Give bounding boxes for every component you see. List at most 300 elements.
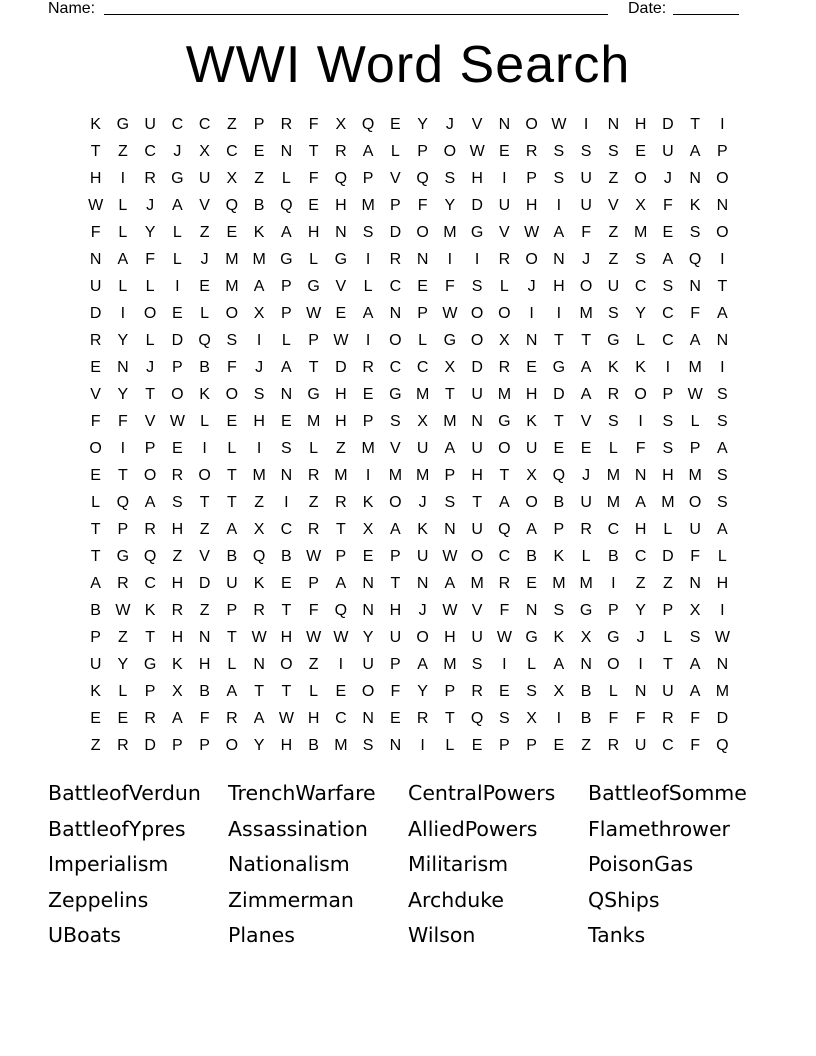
- grid-letter[interactable]: Z: [608, 251, 619, 268]
- grid-letter[interactable]: J: [255, 359, 264, 376]
- grid-letter[interactable]: O: [688, 494, 702, 511]
- grid-letter[interactable]: H: [171, 575, 184, 592]
- grid-letter[interactable]: A: [662, 251, 674, 268]
- grid-letter[interactable]: P: [662, 386, 674, 403]
- grid-letter[interactable]: F: [90, 413, 101, 430]
- grid-letter[interactable]: L: [663, 629, 673, 646]
- grid-letter[interactable]: T: [717, 278, 728, 295]
- grid-letter[interactable]: O: [525, 251, 538, 268]
- grid-letter[interactable]: N: [580, 656, 592, 673]
- grid-letter[interactable]: A: [172, 197, 183, 214]
- grid-letter[interactable]: S: [226, 332, 238, 349]
- grid-letter[interactable]: S: [526, 683, 537, 700]
- grid-letter[interactable]: U: [634, 737, 647, 754]
- grid-letter[interactable]: L: [118, 683, 128, 700]
- grid-letter[interactable]: C: [662, 737, 674, 754]
- grid-letter[interactable]: G: [334, 251, 348, 268]
- grid-letter[interactable]: H: [335, 386, 347, 403]
- grid-letter[interactable]: A: [226, 521, 238, 538]
- grid-letter[interactable]: C: [634, 548, 647, 565]
- grid-letter[interactable]: J: [173, 143, 182, 160]
- grid-letter[interactable]: K: [144, 602, 156, 619]
- grid-letter[interactable]: N: [335, 224, 347, 241]
- grid-letter[interactable]: P: [281, 305, 292, 322]
- grid-letter[interactable]: P: [526, 170, 537, 187]
- grid-letter[interactable]: O: [361, 683, 375, 700]
- grid-letter[interactable]: N: [416, 575, 429, 592]
- grid-letter[interactable]: H: [89, 170, 102, 187]
- grid-letter[interactable]: W: [306, 305, 322, 322]
- grid-letter[interactable]: L: [118, 278, 128, 295]
- grid-letter[interactable]: H: [444, 629, 456, 646]
- grid-letter[interactable]: U: [362, 656, 374, 673]
- grid-letter[interactable]: N: [716, 656, 729, 673]
- grid-letter[interactable]: E: [499, 143, 510, 160]
- grid-letter[interactable]: Y: [117, 386, 129, 403]
- grid-letter[interactable]: N: [89, 251, 102, 268]
- grid-letter[interactable]: F: [308, 116, 319, 133]
- grid-letter[interactable]: V: [199, 197, 210, 214]
- grid-letter[interactable]: F: [690, 548, 701, 565]
- grid-letter[interactable]: W: [469, 143, 485, 160]
- grid-letter[interactable]: E: [635, 143, 646, 160]
- grid-letter[interactable]: Q: [498, 521, 511, 538]
- grid-letter[interactable]: D: [171, 332, 184, 349]
- grid-letter[interactable]: L: [717, 548, 727, 565]
- grid-letter[interactable]: S: [662, 278, 674, 295]
- grid-letter[interactable]: F: [690, 737, 701, 754]
- grid-letter[interactable]: O: [225, 386, 239, 403]
- grid-letter[interactable]: J: [146, 359, 155, 376]
- grid-letter[interactable]: K: [526, 413, 537, 430]
- grid-letter[interactable]: V: [608, 197, 619, 214]
- grid-letter[interactable]: U: [144, 116, 156, 133]
- grid-letter[interactable]: A: [226, 683, 238, 700]
- grid-letter[interactable]: Y: [635, 305, 646, 322]
- grid-letter[interactable]: A: [390, 521, 401, 538]
- grid-letter[interactable]: A: [553, 656, 565, 673]
- grid-letter[interactable]: W: [88, 197, 104, 214]
- grid-letter[interactable]: F: [308, 170, 319, 187]
- grid-letter[interactable]: L: [309, 683, 319, 700]
- grid-letter[interactable]: Q: [552, 467, 566, 484]
- grid-letter[interactable]: K: [90, 116, 101, 133]
- grid-letter[interactable]: G: [579, 602, 593, 619]
- grid-letter[interactable]: V: [499, 224, 510, 241]
- grid-letter[interactable]: K: [553, 548, 565, 565]
- grid-letter[interactable]: P: [362, 170, 374, 187]
- grid-letter[interactable]: X: [499, 332, 510, 349]
- grid-letter[interactable]: R: [280, 116, 293, 133]
- grid-letter[interactable]: I: [338, 656, 344, 673]
- grid-letter[interactable]: U: [471, 386, 483, 403]
- grid-letter[interactable]: T: [226, 467, 237, 484]
- grid-letter[interactable]: F: [444, 278, 455, 295]
- grid-letter[interactable]: F: [417, 197, 428, 214]
- grid-letter[interactable]: A: [580, 386, 592, 403]
- grid-letter[interactable]: C: [171, 116, 184, 133]
- grid-letter[interactable]: A: [717, 440, 728, 457]
- grid-letter[interactable]: C: [144, 143, 156, 160]
- grid-letter[interactable]: Q: [416, 170, 429, 187]
- grid-letter[interactable]: Y: [253, 737, 265, 754]
- grid-letter[interactable]: T: [90, 521, 101, 538]
- grid-letter[interactable]: X: [553, 683, 565, 700]
- grid-letter[interactable]: G: [498, 413, 511, 430]
- grid-letter[interactable]: O: [225, 737, 239, 754]
- grid-letter[interactable]: E: [417, 278, 428, 295]
- grid-letter[interactable]: I: [529, 305, 534, 322]
- grid-letter[interactable]: W: [551, 116, 567, 133]
- grid-letter[interactable]: N: [634, 683, 647, 700]
- grid-letter[interactable]: N: [389, 737, 402, 754]
- grid-letter[interactable]: S: [608, 143, 619, 160]
- grid-letter[interactable]: G: [116, 548, 130, 565]
- date-blank-line[interactable]: [673, 14, 739, 15]
- grid-letter[interactable]: E: [553, 440, 565, 457]
- grid-letter[interactable]: E: [281, 575, 292, 592]
- grid-letter[interactable]: D: [198, 575, 211, 592]
- grid-letter[interactable]: T: [90, 143, 101, 160]
- grid-letter[interactable]: T: [281, 602, 292, 619]
- grid-letter[interactable]: M: [361, 440, 375, 457]
- grid-letter[interactable]: R: [307, 521, 320, 538]
- grid-letter[interactable]: O: [89, 440, 102, 457]
- grid-letter[interactable]: T: [117, 467, 128, 484]
- grid-letter[interactable]: Y: [117, 332, 129, 349]
- grid-letter[interactable]: P: [308, 575, 319, 592]
- grid-letter[interactable]: Z: [172, 548, 183, 565]
- grid-letter[interactable]: R: [525, 143, 538, 160]
- grid-letter[interactable]: H: [634, 521, 647, 538]
- grid-letter[interactable]: H: [307, 710, 320, 727]
- grid-letter[interactable]: E: [390, 116, 401, 133]
- grid-letter[interactable]: A: [689, 143, 701, 160]
- grid-letter[interactable]: M: [470, 575, 484, 592]
- grid-letter[interactable]: A: [362, 305, 374, 322]
- grid-letter[interactable]: T: [553, 332, 564, 349]
- grid-letter[interactable]: N: [362, 602, 374, 619]
- grid-letter[interactable]: E: [117, 710, 129, 727]
- grid-letter[interactable]: S: [635, 251, 646, 268]
- grid-letter[interactable]: S: [608, 305, 619, 322]
- grid-letter[interactable]: U: [662, 143, 674, 160]
- grid-letter[interactable]: W: [115, 602, 131, 619]
- grid-letter[interactable]: B: [253, 197, 265, 214]
- grid-letter[interactable]: Z: [635, 575, 646, 592]
- grid-letter[interactable]: O: [716, 224, 729, 241]
- grid-letter[interactable]: L: [309, 440, 319, 457]
- grid-letter[interactable]: T: [308, 143, 319, 160]
- grid-letter[interactable]: C: [416, 359, 429, 376]
- grid-letter[interactable]: S: [444, 494, 456, 511]
- grid-letter[interactable]: H: [171, 629, 184, 646]
- grid-letter[interactable]: A: [689, 656, 701, 673]
- grid-letter[interactable]: R: [171, 467, 184, 484]
- grid-letter[interactable]: D: [662, 548, 674, 565]
- grid-letter[interactable]: D: [471, 359, 483, 376]
- grid-letter[interactable]: G: [116, 116, 130, 133]
- grid-letter[interactable]: U: [662, 683, 674, 700]
- grid-letter[interactable]: R: [416, 710, 429, 727]
- grid-letter[interactable]: N: [634, 467, 647, 484]
- grid-letter[interactable]: I: [447, 251, 453, 268]
- grid-letter[interactable]: A: [172, 710, 183, 727]
- grid-letter[interactable]: E: [253, 143, 265, 160]
- grid-letter[interactable]: V: [390, 170, 401, 187]
- grid-letter[interactable]: T: [444, 386, 455, 403]
- grid-letter[interactable]: P: [281, 278, 292, 295]
- grid-letter[interactable]: D: [89, 305, 102, 322]
- grid-letter[interactable]: R: [307, 467, 320, 484]
- grid-letter[interactable]: U: [226, 575, 238, 592]
- grid-letter[interactable]: E: [226, 413, 238, 430]
- grid-letter[interactable]: N: [198, 629, 211, 646]
- grid-letter[interactable]: P: [390, 656, 401, 673]
- grid-letter[interactable]: U: [471, 440, 483, 457]
- grid-letter[interactable]: F: [226, 359, 237, 376]
- grid-letter[interactable]: T: [199, 494, 210, 511]
- grid-letter[interactable]: B: [308, 737, 319, 754]
- grid-letter[interactable]: L: [527, 656, 537, 673]
- grid-letter[interactable]: X: [362, 521, 374, 538]
- grid-letter[interactable]: O: [389, 494, 402, 511]
- grid-letter[interactable]: Z: [581, 737, 592, 754]
- grid-letter[interactable]: V: [471, 602, 483, 619]
- grid-letter[interactable]: K: [90, 683, 101, 700]
- grid-letter[interactable]: M: [443, 656, 457, 673]
- grid-letter[interactable]: X: [635, 197, 646, 214]
- grid-letter[interactable]: A: [90, 575, 101, 592]
- grid-letter[interactable]: C: [634, 278, 647, 295]
- grid-letter[interactable]: Z: [90, 737, 101, 754]
- grid-letter[interactable]: E: [553, 737, 565, 754]
- grid-letter[interactable]: P: [717, 143, 728, 160]
- grid-letter[interactable]: R: [580, 521, 592, 538]
- grid-letter[interactable]: Q: [116, 494, 130, 511]
- grid-letter[interactable]: M: [388, 467, 403, 484]
- grid-letter[interactable]: U: [198, 170, 211, 187]
- grid-letter[interactable]: J: [582, 467, 591, 484]
- grid-letter[interactable]: M: [633, 224, 648, 241]
- grid-letter[interactable]: X: [199, 143, 210, 160]
- grid-letter[interactable]: S: [471, 278, 483, 295]
- grid-letter[interactable]: F: [145, 251, 156, 268]
- grid-letter[interactable]: C: [198, 116, 211, 133]
- grid-letter[interactable]: M: [443, 224, 457, 241]
- grid-letter[interactable]: P: [144, 440, 156, 457]
- grid-letter[interactable]: F: [581, 224, 592, 241]
- grid-letter[interactable]: Z: [608, 224, 619, 241]
- grid-letter[interactable]: S: [390, 413, 401, 430]
- grid-letter[interactable]: O: [525, 116, 538, 133]
- grid-letter[interactable]: S: [444, 170, 456, 187]
- grid-letter[interactable]: K: [199, 386, 210, 403]
- grid-letter[interactable]: A: [281, 224, 292, 241]
- grid-letter[interactable]: L: [418, 332, 428, 349]
- grid-letter[interactable]: P: [444, 467, 456, 484]
- grid-letter[interactable]: S: [717, 467, 728, 484]
- grid-letter[interactable]: G: [525, 629, 538, 646]
- grid-letter[interactable]: B: [281, 548, 292, 565]
- grid-letter[interactable]: L: [445, 737, 455, 754]
- grid-letter[interactable]: N: [362, 575, 374, 592]
- grid-letter[interactable]: U: [525, 440, 538, 457]
- grid-letter[interactable]: H: [716, 575, 729, 592]
- grid-letter[interactable]: M: [334, 737, 348, 754]
- grid-letter[interactable]: T: [390, 575, 401, 592]
- grid-letter[interactable]: A: [635, 494, 646, 511]
- grid-letter[interactable]: O: [416, 224, 429, 241]
- grid-letter[interactable]: E: [390, 710, 401, 727]
- grid-letter[interactable]: R: [117, 737, 129, 754]
- grid-letter[interactable]: E: [580, 440, 592, 457]
- grid-letter[interactable]: O: [198, 467, 211, 484]
- grid-letter[interactable]: O: [634, 170, 647, 187]
- grid-letter[interactable]: L: [172, 251, 182, 268]
- grid-letter[interactable]: E: [199, 278, 210, 295]
- grid-letter[interactable]: M: [552, 575, 566, 592]
- grid-letter[interactable]: G: [143, 656, 157, 673]
- grid-letter[interactable]: R: [226, 710, 238, 727]
- grid-letter[interactable]: W: [496, 629, 512, 646]
- grid-letter[interactable]: I: [556, 710, 562, 727]
- grid-letter[interactable]: Q: [470, 710, 484, 727]
- grid-letter[interactable]: O: [416, 629, 429, 646]
- grid-letter[interactable]: N: [471, 413, 483, 430]
- grid-letter[interactable]: F: [117, 413, 128, 430]
- grid-letter[interactable]: W: [442, 305, 458, 322]
- grid-letter[interactable]: A: [499, 494, 510, 511]
- grid-letter[interactable]: S: [553, 143, 565, 160]
- grid-letter[interactable]: Z: [199, 602, 210, 619]
- grid-letter[interactable]: M: [225, 251, 239, 268]
- grid-letter[interactable]: I: [556, 197, 562, 214]
- grid-letter[interactable]: N: [689, 575, 701, 592]
- grid-letter[interactable]: W: [278, 710, 294, 727]
- grid-letter[interactable]: O: [143, 305, 157, 322]
- grid-letter[interactable]: C: [498, 548, 511, 565]
- grid-letter[interactable]: V: [471, 116, 483, 133]
- grid-letter[interactable]: N: [280, 386, 293, 403]
- grid-letter[interactable]: U: [471, 521, 483, 538]
- grid-letter[interactable]: W: [687, 386, 703, 403]
- grid-letter[interactable]: Z: [308, 656, 319, 673]
- grid-letter[interactable]: I: [583, 116, 589, 133]
- grid-letter[interactable]: K: [635, 359, 646, 376]
- grid-letter[interactable]: S: [553, 170, 565, 187]
- grid-letter[interactable]: F: [662, 197, 673, 214]
- grid-letter[interactable]: W: [306, 629, 322, 646]
- grid-letter[interactable]: B: [226, 548, 238, 565]
- grid-letter[interactable]: W: [442, 602, 458, 619]
- grid-letter[interactable]: J: [527, 278, 536, 295]
- grid-letter[interactable]: X: [526, 710, 537, 727]
- grid-letter[interactable]: P: [526, 737, 537, 754]
- grid-letter[interactable]: P: [172, 737, 183, 754]
- grid-letter[interactable]: D: [553, 386, 565, 403]
- grid-letter[interactable]: A: [553, 224, 565, 241]
- grid-letter[interactable]: Q: [198, 332, 211, 349]
- grid-letter[interactable]: I: [284, 494, 289, 511]
- grid-letter[interactable]: J: [146, 197, 155, 214]
- grid-letter[interactable]: P: [444, 683, 456, 700]
- grid-letter[interactable]: H: [471, 170, 483, 187]
- grid-letter[interactable]: N: [525, 332, 538, 349]
- grid-letter[interactable]: P: [199, 737, 210, 754]
- grid-letter[interactable]: M: [443, 413, 457, 430]
- grid-letter[interactable]: Z: [117, 629, 128, 646]
- grid-letter[interactable]: S: [717, 386, 728, 403]
- grid-letter[interactable]: P: [662, 602, 674, 619]
- grid-letter[interactable]: J: [418, 602, 427, 619]
- grid-letter[interactable]: I: [120, 170, 126, 187]
- grid-letter[interactable]: I: [256, 332, 262, 349]
- grid-letter[interactable]: S: [253, 386, 265, 403]
- grid-letter[interactable]: E: [90, 467, 101, 484]
- grid-letter[interactable]: M: [225, 278, 239, 295]
- grid-letter[interactable]: B: [199, 683, 210, 700]
- grid-letter[interactable]: U: [389, 629, 402, 646]
- grid-letter[interactable]: B: [580, 683, 592, 700]
- grid-letter[interactable]: H: [471, 467, 483, 484]
- grid-letter[interactable]: R: [607, 737, 620, 754]
- grid-letter[interactable]: M: [579, 305, 593, 322]
- grid-letter[interactable]: T: [662, 656, 673, 673]
- grid-letter[interactable]: E: [335, 683, 347, 700]
- grid-letter[interactable]: T: [472, 494, 483, 511]
- grid-letter[interactable]: J: [636, 629, 645, 646]
- grid-letter[interactable]: N: [444, 521, 456, 538]
- grid-letter[interactable]: C: [389, 278, 402, 295]
- grid-letter[interactable]: C: [280, 521, 293, 538]
- grid-letter[interactable]: P: [253, 116, 265, 133]
- grid-letter[interactable]: D: [716, 710, 729, 727]
- grid-letter[interactable]: L: [227, 440, 237, 457]
- grid-letter[interactable]: S: [717, 494, 728, 511]
- grid-letter[interactable]: T: [690, 116, 701, 133]
- grid-letter[interactable]: N: [716, 332, 729, 349]
- grid-letter[interactable]: O: [143, 467, 157, 484]
- grid-letter[interactable]: R: [389, 251, 402, 268]
- grid-letter[interactable]: K: [689, 197, 701, 214]
- grid-letter[interactable]: M: [306, 413, 321, 430]
- grid-letter[interactable]: H: [525, 197, 538, 214]
- grid-letter[interactable]: T: [281, 683, 292, 700]
- grid-letter[interactable]: I: [474, 251, 480, 268]
- grid-letter[interactable]: C: [144, 575, 156, 592]
- grid-letter[interactable]: K: [253, 575, 265, 592]
- grid-letter[interactable]: E: [471, 737, 483, 754]
- grid-letter[interactable]: G: [307, 386, 320, 403]
- grid-letter[interactable]: A: [717, 305, 728, 322]
- grid-letter[interactable]: I: [665, 359, 671, 376]
- grid-letter[interactable]: Y: [417, 683, 428, 700]
- grid-letter[interactable]: O: [498, 440, 511, 457]
- grid-letter[interactable]: A: [335, 575, 347, 592]
- grid-letter[interactable]: G: [607, 629, 620, 646]
- grid-letter[interactable]: X: [417, 413, 428, 430]
- grid-letter[interactable]: N: [280, 143, 293, 160]
- grid-letter[interactable]: M: [415, 386, 430, 403]
- grid-letter[interactable]: P: [117, 521, 129, 538]
- grid-letter[interactable]: I: [502, 170, 507, 187]
- grid-letter[interactable]: A: [144, 494, 156, 511]
- grid-letter[interactable]: H: [662, 467, 674, 484]
- grid-letter[interactable]: X: [580, 629, 592, 646]
- grid-letter[interactable]: O: [498, 305, 511, 322]
- grid-letter[interactable]: T: [226, 629, 237, 646]
